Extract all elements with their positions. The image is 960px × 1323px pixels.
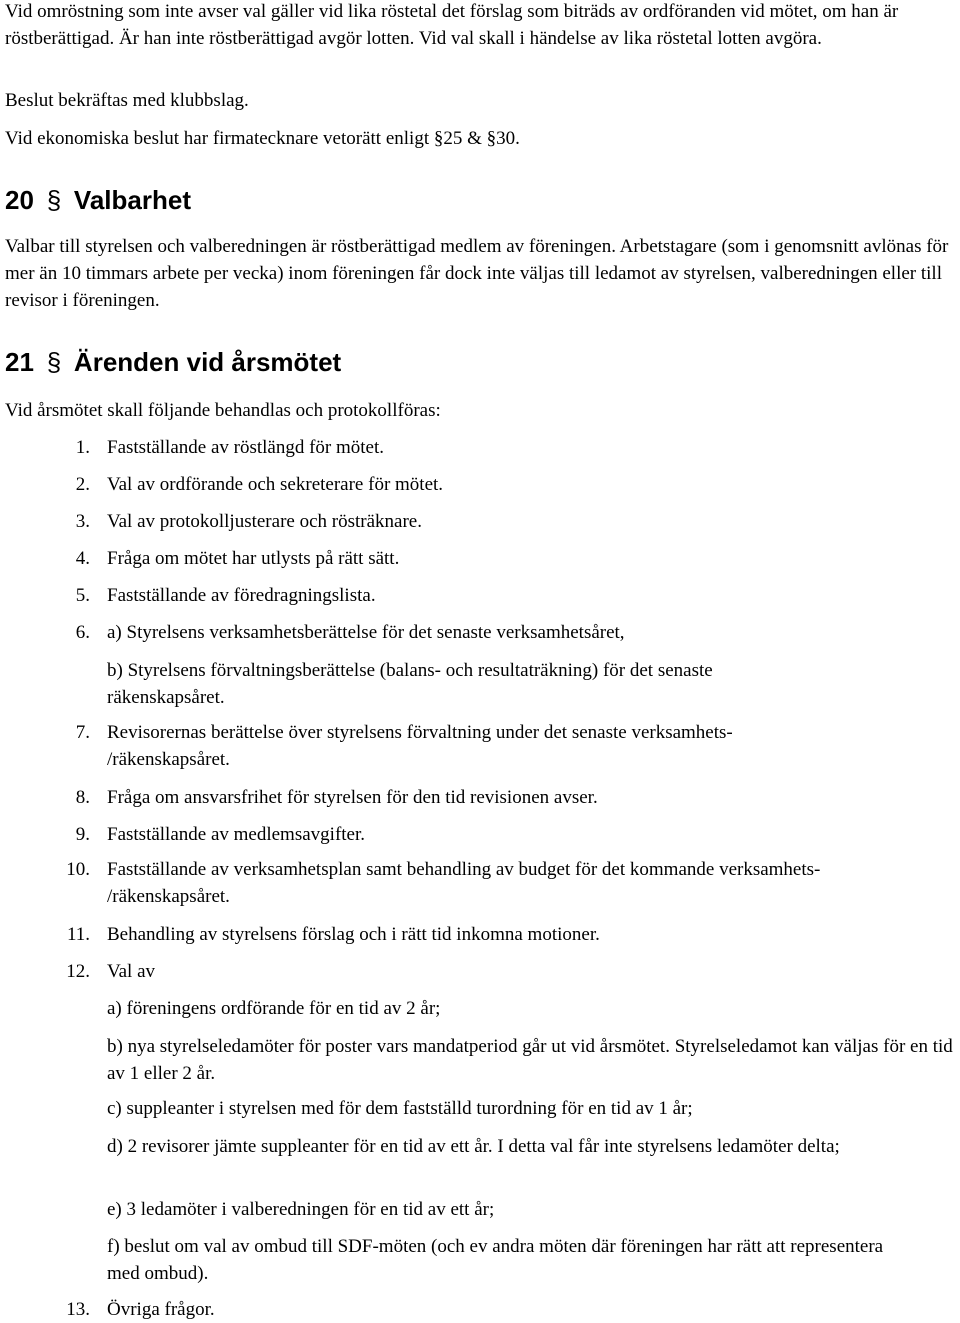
list-item-text: Val av (107, 961, 156, 982)
list-item-number: 3. (75, 511, 90, 532)
list-subitem: e) 3 ledamöter i valberedningen för en tid av ett år; (107, 1199, 495, 1220)
section-number: 20 (5, 185, 34, 215)
section-title: Valbarhet (73, 185, 191, 215)
list-item-text: a) Styrelsens verksamhetsberättelse för det senaste verksamhetsåret, (107, 622, 625, 643)
list-subitem: a) föreningens ordförande för en tid av 2 år; (107, 998, 441, 1019)
section-symbol: § (46, 185, 62, 215)
list-item-number: 4. (75, 548, 90, 569)
section-21-lead: Vid årsmötet skall följande behandlas och protokollföras: (5, 400, 441, 421)
list-subitem: b) Styrelsens förvaltningsberättelse (balans- och resultaträkning) för det senaste räkenskapsåret. (107, 660, 713, 708)
list-item-number: 13. (66, 1299, 90, 1320)
intro-paragraph-2: Beslut bekräftas med klubbslag. (5, 90, 249, 111)
list-subitem: d) 2 revisorer jämte suppleanter för en tid av ett år. I detta val får inte styrelsens ledamöter delta; (107, 1136, 840, 1157)
section-20-heading (5, 184, 191, 216)
section-21-heading (5, 346, 341, 378)
list-item-text: Behandling av styrelsens förslag och i rätt tid inkomna motioner. (107, 924, 600, 945)
intro-paragraph-3: Vid ekonomiska beslut har firmatecknare vetorätt enligt §25 & §30. (5, 128, 520, 149)
list-item-text: Övriga frågor. (107, 1299, 215, 1320)
list-item-text: Fastställande av verksamhetsplan samt behandling av budget för det kommande verksamhets- /räkenskapsåret. (107, 859, 821, 907)
list-item-text: Fastställande av föredragningslista. (107, 585, 376, 606)
list-item-text: Val av protokolljusterare och rösträknare. (107, 511, 422, 532)
list-item-text: Fråga om mötet har utlysts på rätt sätt. (107, 548, 400, 569)
list-item-text: Fastställande av röstlängd för mötet. (107, 437, 385, 458)
list-item-text: Fastställande av medlemsavgifter. (107, 824, 366, 845)
list-item-number: 5. (75, 585, 90, 606)
list-item-text: Revisorernas berättelse över styrelsens förvaltning under det senaste verksamhets- /räkenskapsåret. (107, 722, 733, 770)
section-number: 21 (5, 347, 34, 377)
list-subitem: f) beslut om val av ombud till SDF-möten (och ev andra möten där föreningen har rätt att representera med ombud). (107, 1236, 884, 1284)
list-item-number: 10. (66, 859, 90, 880)
list-item-number: 1. (75, 437, 90, 458)
list-item-number: 8. (75, 787, 90, 808)
list-item-text: Fråga om ansvarsfrihet för styrelsen för den tid revisionen avser. (107, 787, 598, 808)
section-20-body: Valbar till styrelsen och valberedningen är röstberättigad medlem av föreningen. Arbetstagare (som i genomsnitt avlönas för mer än 10 timmars arbete per vecka) inom föreningen får dock inte väljas till ledamot av styrelsen, valberedningen eller till revisor i föreningen. (5, 236, 949, 311)
section-title: Ärenden vid årsmötet (73, 347, 342, 377)
section-symbol: § (46, 347, 62, 377)
list-subitem: b) nya styrelseledamöter för poster vars mandatperiod går ut vid årsmötet. Styrelseledamot kan väljas för en tid av 1 eller 2 år. (107, 1036, 953, 1084)
list-item-number: 11. (66, 924, 90, 945)
list-item-text: Val av ordförande och sekreterare för mötet. (107, 474, 444, 495)
intro-paragraph: Vid omröstning som inte avser val gäller vid lika röstetal det förslag som biträds av ordföranden vid mötet, om han är röstberättigad. Är han inte röstberättigad avgör lotten. Vid val skall i händelse av lika röstetal lotten avgöra. (5, 1, 899, 49)
list-item-number: 6. (75, 622, 90, 643)
list-item-number: 12. (66, 961, 90, 982)
list-item-number: 9. (75, 824, 90, 845)
list-item-number: 7. (75, 722, 90, 743)
list-subitem: c) suppleanter i styrelsen med för dem fastställd turordning för en tid av 1 år; (107, 1098, 693, 1119)
list-item-number: 2. (75, 474, 90, 495)
